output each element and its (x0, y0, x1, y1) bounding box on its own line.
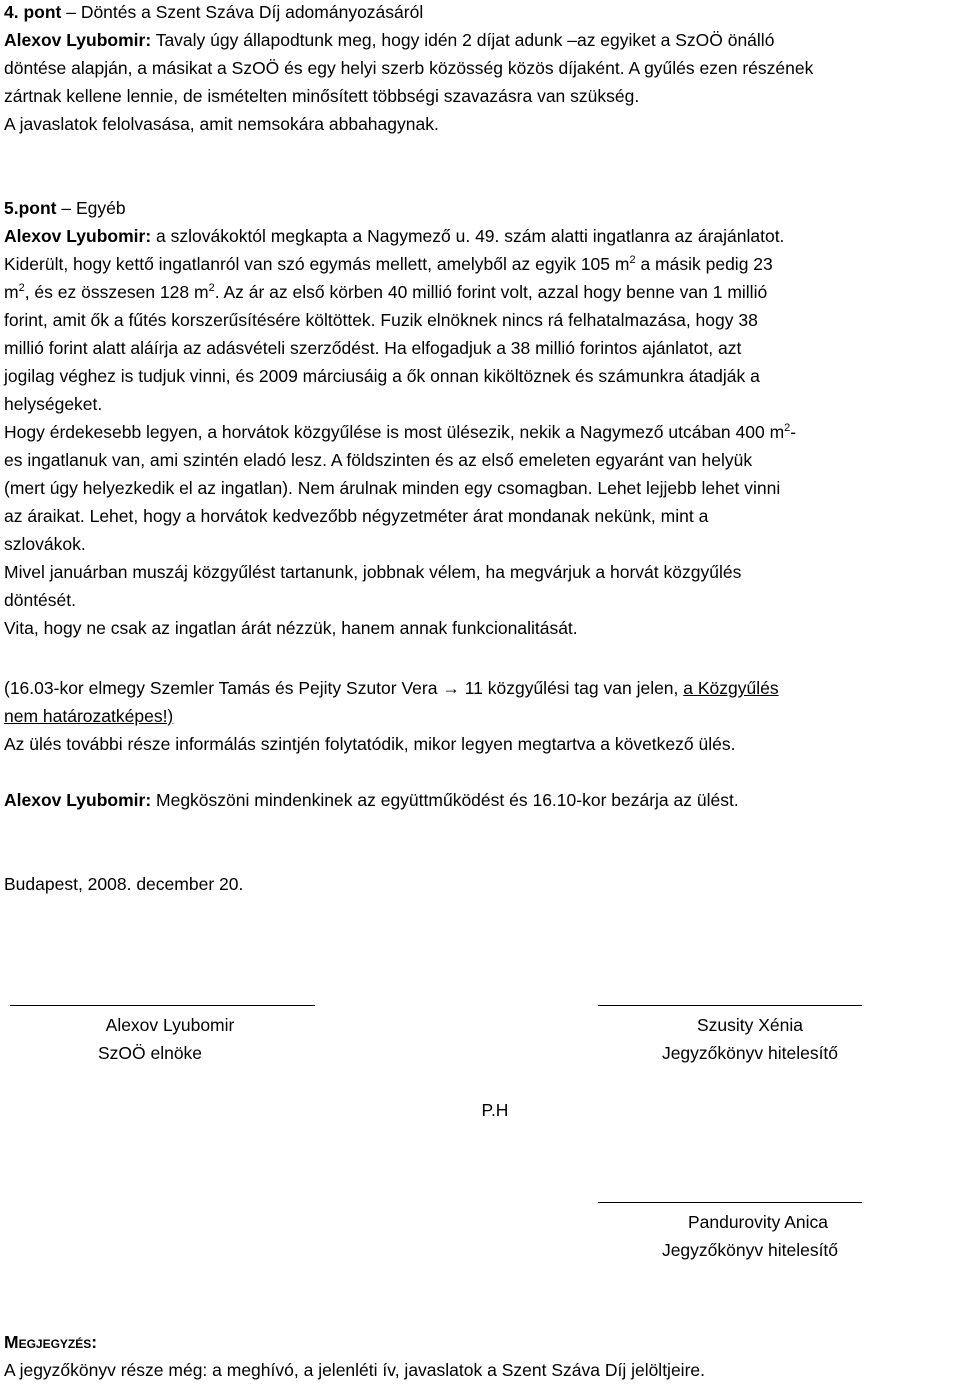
paragraph-text: Tavaly úgy állapodtunk meg, hogy idén 2 díjat adunk –az egyiket a SzOÖ önálló (151, 30, 775, 50)
closing-line (4, 788, 739, 812)
paragraph-text: m (4, 282, 19, 302)
section-5-line-7: helységeket. (4, 394, 103, 414)
speaker-name: Alexov Lyubomir: (4, 790, 152, 810)
section-5-line-9: es ingatlanuk van, ami szintén eladó lesz. A földszinten és az első emeleten egyaránt van helyük (4, 450, 753, 470)
section-5-title: – Egyéb (56, 198, 126, 218)
signatory-right-role: Jegyzőkönyv hitelesítő (661, 1043, 839, 1063)
underlined-text: a Közgyűlés (683, 678, 779, 698)
section-5-line-12: szlovákok. (4, 534, 86, 554)
remark-text: A jegyzőkönyv része még: a meghívó, a jelenléti ív, javaslatok a Szent Száva Díj jelöltjeire. (4, 1360, 705, 1380)
section-4-line-4: A javaslatok felolvasása, amit nemsokára abbahagynak. (4, 114, 439, 134)
note-line-3: Az ülés további része informálás szintjén folytatódik, mikor legyen megtartva a következő ülés. (4, 734, 736, 754)
section-4-title: – Döntés a Szent Száva Díj adományozásáról (61, 2, 424, 22)
section-5-line-14: döntését. (4, 590, 76, 610)
paragraph-text: a másik pedig 23 (635, 254, 773, 274)
paragraph-text: a szlovákoktól megkapta a Nagymező u. 49. szám alatti ingatlanra az árajánlatot. (151, 226, 785, 246)
arrow-right-icon: → (442, 678, 460, 698)
remark-title (4, 1330, 97, 1354)
stamp-placeholder: P.H (481, 1100, 509, 1120)
signatory-left-role: SzOÖ elnöke (97, 1043, 203, 1063)
section-5-line-3 (4, 280, 767, 304)
section-5-line-6: jogilag véghez is tudjuk vinni, és 2009 márciusáig a ők onnan kiköltöznek és számunkra átadják a (4, 366, 760, 386)
closing-text: Megköszöni mindenkinek az együttműködést és 16.10-kor bezárja az ülést. (151, 790, 739, 810)
section-5-line-5: millió forint alatt aláírja az adásvételi szerződést. Ha elfogadjuk a 38 millió forintos ajánlatot, azt (4, 338, 742, 358)
section-5-line-10: (mert úgy helyezkedik el az ingatlan). Nem árulnak minden egy csomagban. Lehet lejjebb lehet vinni (4, 478, 781, 498)
superscript: 2 (208, 282, 215, 295)
paragraph-text: . Az ár az első körben 40 millió forint volt, azzal hogy benne van 1 millió (214, 282, 768, 302)
note-text: (16.03-kor elmegy Szemler Tamás és Pejity Szutor Vera (4, 678, 443, 698)
section-5-line-4: forint, amit ők a fűtés korszerűsítésére költöttek. Fuzik elnöknek nincs rá felhatalmazása, hogy 38 (4, 310, 758, 330)
paragraph-text: - (790, 422, 797, 442)
speaker-name: Alexov Lyubomir: (4, 30, 152, 50)
paragraph-text: , és ez összesen 128 m (24, 282, 209, 302)
section-5-line-1 (4, 224, 784, 248)
section-5-number: 5.pont (4, 198, 57, 218)
section-5-line-13: Mivel januárban muszáj közgyűlést tartanunk, jobbnak vélem, ha megvárjuk a horvát közgyűlés (4, 562, 742, 582)
paragraph-text: Kiderült, hogy kettő ingatlanról van szó egymás mellett, amelyből az egyik 105 m (4, 254, 630, 274)
signatory-third-name: Pandurovity Anica (687, 1212, 829, 1232)
note-line-1 (4, 676, 779, 700)
section-4-line-1 (4, 28, 774, 52)
section-4-heading (4, 0, 423, 24)
section-5-line-11: az áraikat. Lehet, hogy a horvátok kedvezőbb négyzetméter árat mondanak nekünk, mint a (4, 506, 709, 526)
speaker-name: Alexov Lyubomir: (4, 226, 152, 246)
place-date: Budapest, 2008. december 20. (4, 874, 244, 894)
remark-heading: Megjegyzés: (4, 1332, 98, 1352)
signature-line-third (598, 1202, 862, 1203)
section-4-line-2: döntése alapján, a másikat a SzOÖ és egy helyi szerb közösség közös díjaként. A gyűlés ezen részének (4, 58, 814, 78)
section-4-number: 4. pont (4, 2, 62, 22)
superscript: 2 (18, 282, 25, 295)
note-text: 11 közgyűlési tag van jelen, (459, 678, 684, 698)
paragraph-text: Hogy érdekesebb legyen, a horvátok közgyűlése is most ülésezik, nekik a Nagymező utcában 400 m (4, 422, 785, 442)
note-line-2: nem határozatképes!) (4, 706, 174, 726)
signature-line-right (598, 1005, 862, 1006)
signatory-left-name: Alexov Lyubomir (105, 1015, 235, 1035)
signatory-third-role: Jegyzőkönyv hitelesítő (661, 1240, 839, 1260)
signatory-right-name: Szusity Xénia (696, 1015, 804, 1035)
superscript: 2 (784, 422, 791, 435)
signature-line-left (10, 1005, 315, 1006)
section-5-heading (4, 196, 126, 220)
section-4-line-3: zártnak kellene lennie, de ismételten minősített többségi szavazásra van szükség. (4, 86, 640, 106)
section-5-line-15: Vita, hogy ne csak az ingatlan árát nézzük, hanem annak funkcionalitását. (4, 618, 578, 638)
section-5-line-8 (4, 420, 796, 444)
superscript: 2 (629, 254, 636, 267)
section-5-line-2 (4, 252, 773, 276)
